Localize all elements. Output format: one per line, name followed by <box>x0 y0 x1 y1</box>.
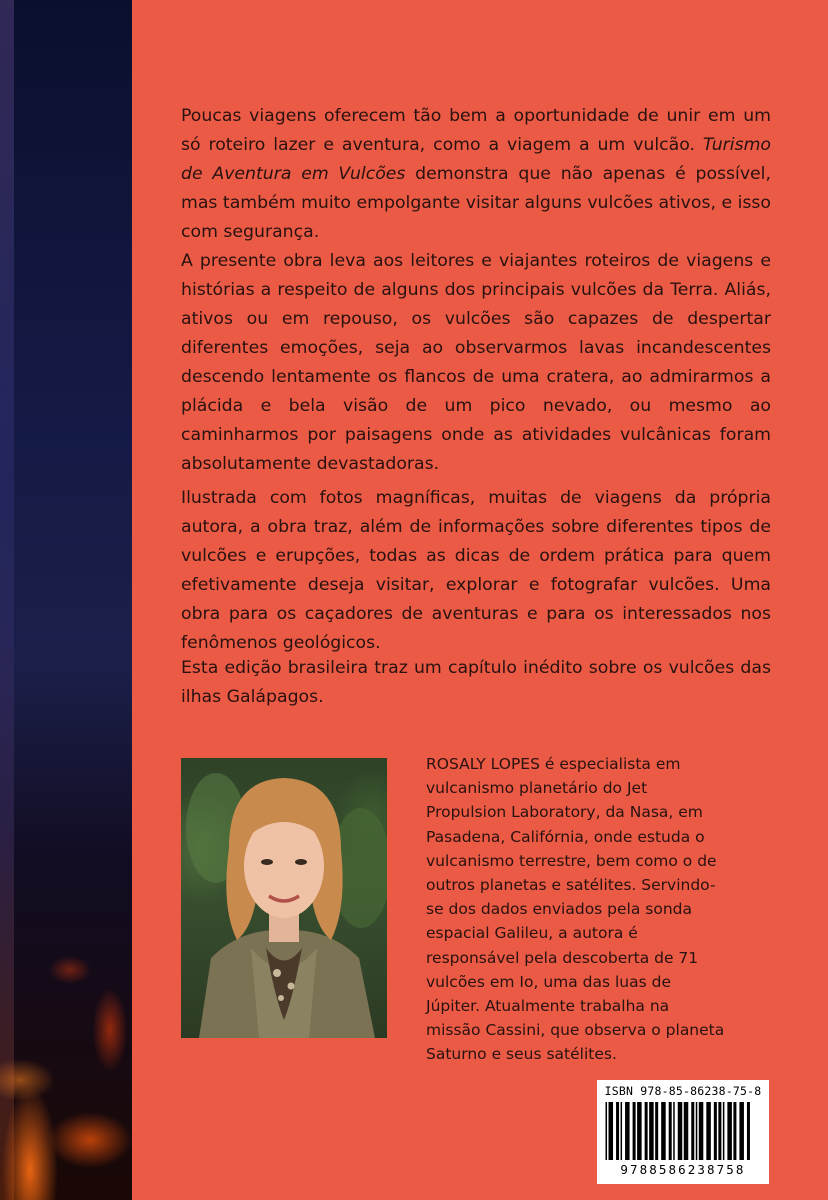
paragraph-intro-text: Poucas viagens oferecem tão bem a oportunidade de unir em um só roteiro lazer e aventura, como a viagem a um vulcão. <box>181 106 771 155</box>
barcode-bar <box>661 1102 666 1160</box>
barcode-bar <box>609 1102 614 1160</box>
isbn-label: ISBN 978-85-86238-75-8 <box>604 1084 762 1098</box>
barcode-bar <box>684 1102 689 1160</box>
barcode-bar <box>606 1102 608 1160</box>
isbn-digits: 9788586238758 <box>620 1162 746 1177</box>
barcode-bar <box>747 1102 750 1160</box>
barcode-bar <box>655 1102 658 1160</box>
barcode-bar <box>673 1102 675 1160</box>
barcode-bar <box>625 1102 630 1160</box>
barcode-bar <box>727 1102 732 1160</box>
barcode-bar <box>669 1102 672 1160</box>
author-photo <box>181 758 387 1038</box>
spine-volcano-image <box>0 0 132 1200</box>
author-bio: ROSALY LOPES é especialista em vulcanismo planetário do Jet Propulsion Laboratory, da Nasa, em Pasadena, Califórnia, onde estuda o vulcanismo terrestre, bem como o de outros planetas e satélites. Servindo-se dos dados enviados pela sonda espacial Galileu, a autora é responsável pela descoberta de 71 vulcões em Io, uma das luas de Júpiter. Atualmente trabalha na missão Cassini, que observa o planeta Saturno e seus satélites. <box>426 755 725 1064</box>
isbn-barcode-block <box>597 1080 769 1184</box>
barcode-bar <box>678 1102 683 1160</box>
barcode-bar <box>714 1102 717 1160</box>
barcode-bar <box>706 1102 711 1160</box>
barcode-bar <box>649 1102 654 1160</box>
barcode-bar <box>723 1102 725 1160</box>
author-portrait-illustration <box>181 758 387 1038</box>
barcode-bar <box>616 1102 619 1160</box>
barcode-bar <box>699 1102 704 1160</box>
barcode <box>601 1102 765 1160</box>
paragraph-intro <box>181 102 771 247</box>
barcode-bar <box>696 1102 698 1160</box>
barcode-bar <box>691 1102 694 1160</box>
barcode-bar <box>739 1102 744 1160</box>
barcode-bar <box>645 1102 648 1160</box>
lava-glow <box>0 780 132 1200</box>
barcode-bar <box>637 1102 642 1160</box>
paragraph-overview: A presente obra leva aos leitores e viajantes roteiros de viagens e histórias a respeito de alguns dos principais vulcões da Terra. Aliás, ativos ou em repouso, os vulcões são capazes de despertar diferentes emoções, seja ao observarmos lavas incandescentes descendo lentamente os flancos de uma cratera, ao admirarmos a plácida e bela visão de um pico nevado, ou mesmo ao caminharmos por paisagens onde as atividades vulcânicas foram absolutamente devastadoras. <box>181 251 771 474</box>
book-title-italic: Turismo de Aventura em Vulcões <box>181 135 771 184</box>
paragraph-features: Ilustrada com fotos magníficas, muitas de viagens da própria autora, a obra traz, além de informações sobre diferentes tipos de vulcões e erupções, todas as dicas de ordem prática para quem efetivamente deseja visitar, explorar e fotografar vulcões. Uma obra para os caçadores de aventuras e para os interessados nos fenômenos geológicos. <box>181 488 771 653</box>
barcode-bar <box>718 1102 721 1160</box>
barcode-bar <box>633 1102 636 1160</box>
barcode-bar <box>621 1102 623 1160</box>
paragraph-edition-note: Esta edição brasileira traz um capítulo inédito sobre os vulcões das ilhas Galápagos. <box>181 658 771 707</box>
paragraph-intro-text-2: demonstra que não apenas é possível, mas também muito empolgante visitar alguns vulcões ativos, e isso com segurança. <box>181 164 771 242</box>
barcode-bar <box>733 1102 736 1160</box>
